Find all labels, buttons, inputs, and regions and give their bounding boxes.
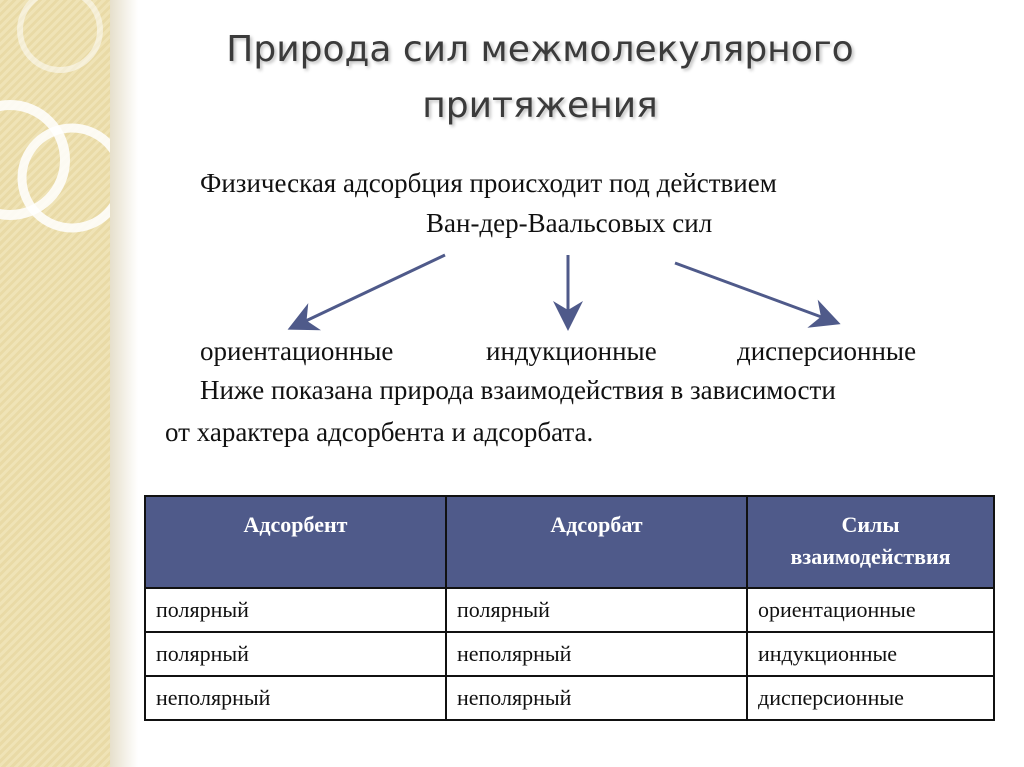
force-type-induction: индукционные	[486, 336, 657, 366]
cell-adsorbate: полярный	[446, 588, 747, 632]
force-type-orientation: ориентационные	[200, 336, 394, 366]
arrow-left	[293, 255, 445, 327]
table-row	[145, 676, 994, 720]
table-header-row	[145, 496, 994, 588]
cell-adsorbent: неполярный	[145, 676, 446, 720]
force-type-dispersion: дисперсионные	[737, 336, 917, 366]
cell-adsorbate: неполярный	[446, 676, 747, 720]
title-line-2: притяжения	[422, 85, 658, 126]
cell-forces: ориентационные	[747, 588, 994, 632]
title-line-1: Природа сил межмолекулярного	[226, 29, 854, 70]
cell-forces: дисперсионные	[747, 676, 994, 720]
note-line-1: Ниже показана природа взаимодействия в зависимости	[200, 375, 836, 405]
header-adsorbent: Адсорбент	[145, 496, 446, 588]
header-forces	[747, 496, 994, 588]
cell-forces: индукционные	[747, 632, 994, 676]
interaction-table	[144, 495, 995, 721]
arrow-right	[675, 263, 835, 322]
table-row	[145, 588, 994, 632]
intro-line-2: Ван-дер-Ваальсовых сил	[426, 208, 713, 238]
cell-adsorbate: неполярный	[446, 632, 747, 676]
header-forces-line-2: взаимодействия	[790, 544, 951, 569]
cell-adsorbent: полярный	[145, 588, 446, 632]
table-row	[145, 632, 994, 676]
intro-line-1: Физическая адсорбция происходит под действием	[200, 168, 777, 198]
note-line-2: от характера адсорбента и адсорбата.	[165, 417, 594, 447]
cell-adsorbent: полярный	[145, 632, 446, 676]
header-forces-line-1: Силы	[841, 512, 900, 537]
header-adsorbate: Адсорбат	[446, 496, 747, 588]
